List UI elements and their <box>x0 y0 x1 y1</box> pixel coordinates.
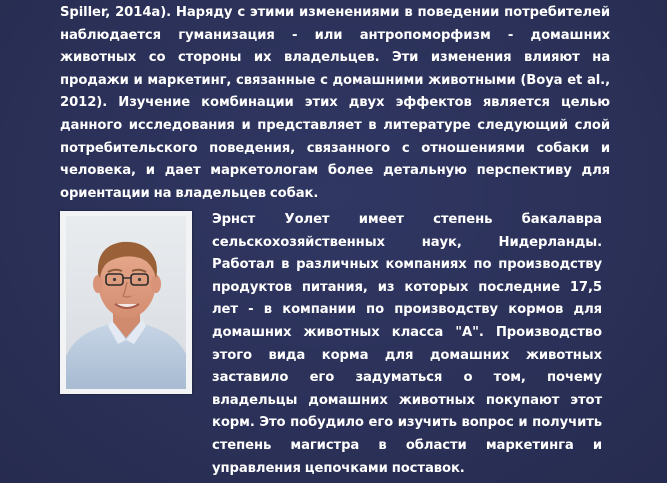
author-bio-block <box>212 209 602 480</box>
abstract-text-block <box>60 2 610 205</box>
author-photo-frame <box>60 211 192 394</box>
abstract-paragraph: Spiller, 2014a). Наряду с этими изменениями в поведении потребителей наблюдается гуманизация - или антропоморфизм - домашних животных со стороны их владельцев. Эти изменения влияют на продажи и маркетинг, связанные с домашними животными (Boya et al., 2012). Изучение комбинации этих двух эффектов является целью данного исследования и представляет в литературе следующий слой потребительского поведения, связанного с отношениями собаки и человека, и дает маркетологам более детальную перспективу для ориентации на владельцев собак. <box>60 5 610 201</box>
author-portrait-image <box>66 216 186 389</box>
author-photo <box>66 216 186 389</box>
author-bio-paragraph: Эрнст Уолет имеет степень бакалавра сельскохозяйственных наук, Нидерланды. Работал в различных компаниях по производству продуктов питания, из которых последние 17,5 лет - в компании по производству кормов для домашних животных класса "А". Производство этого вида корма для домашних животных заставило его задуматься о том, почему владельцы домашних животных покупают этот корм. Это побудило его изучить вопрос и получить степень магистра в области маркетинга и управления цепочками поставок. <box>212 212 602 476</box>
